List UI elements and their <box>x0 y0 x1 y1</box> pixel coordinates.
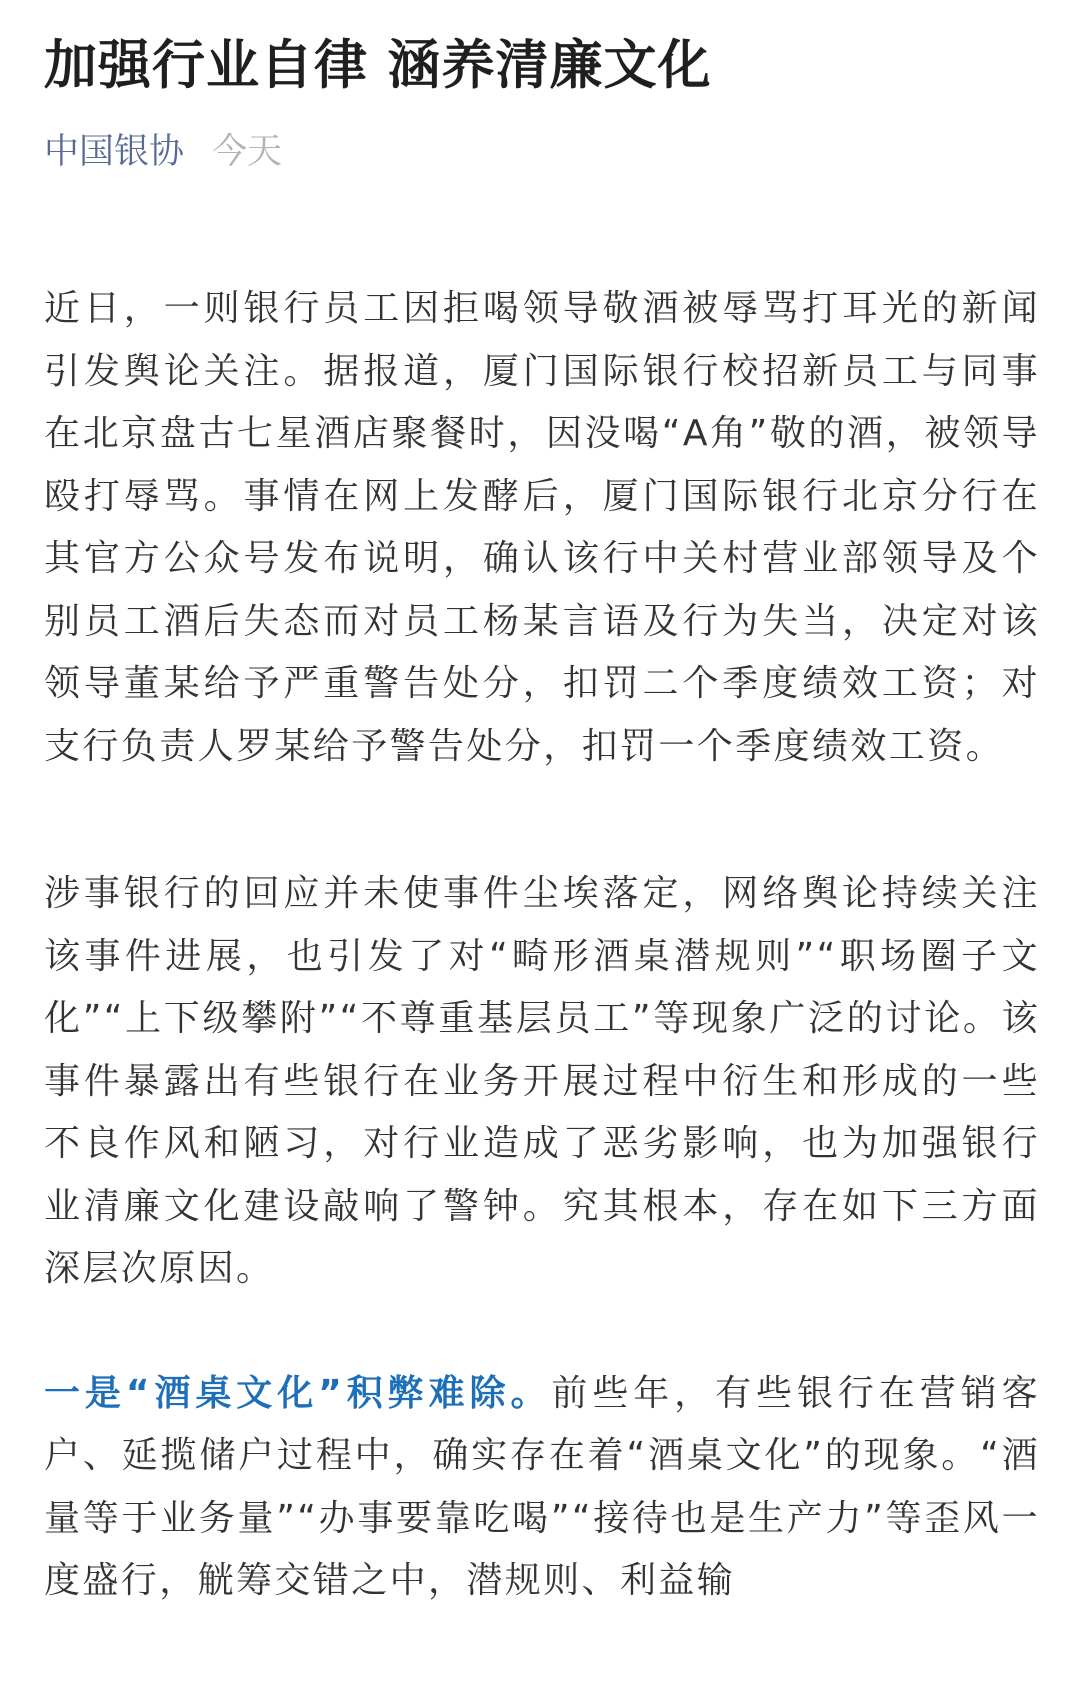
publish-date: 今天 <box>212 132 283 172</box>
paragraph-3-text: 前些年，有些银行在营销客户、延揽储户过程中，确实存在着“酒桌文化”的现象。“酒量等于业务量”“办事要靠吃喝”“接待也是生产力”等歪风一度盛行，觥筹交错之中，潜规则、利益输 <box>44 1372 1040 1601</box>
section-heading-highlight: 一是“酒桌文化”积弊难除。 <box>44 1372 552 1414</box>
paragraph-3 <box>44 1363 1040 1613</box>
paragraph-1: 近日，一则银行员工因拒喝领导敬酒被辱骂打耳光的新闻引发舆论关注。据报道，厦门国际银行校招新员工与同事在北京盘古七星酒店聚餐时，因没喝“A角”敬的酒，被领导殴打辱骂。事情在网上发酵后，厦门国际银行北京分行在其官方公众号发布说明，确认该行中关村营业部领导及个别员工酒后失态而对员工杨某言语及行为失当，决定对该领导董某给予严重警告处分，扣罚二个季度绩效工资；对支行负责人罗某给予警告处分，扣罚一个季度绩效工资。 <box>44 288 1040 767</box>
article-title: 加强行业自律 涵养清廉文化 <box>44 35 712 96</box>
article <box>44 0 1040 1613</box>
paragraph-2: 涉事银行的回应并未使事件尘埃落定，网络舆论持续关注该事件进展，也引发了对“畸形酒桌潜规则”“职场圈子文化”“上下级攀附”“不尊重基层员工”等现象广泛的讨论。该事件暴露出有些银行在业务开展过程中衍生和形成的一些不良作风和陋习，对行业造成了恶劣影响，也为加强银行业清廉文化建设敲响了警钟。究其根本，存在如下三方面深层次原因。 <box>44 873 1040 1289</box>
account-name-link[interactable]: 中国银协 <box>44 132 185 172</box>
article-meta <box>44 128 1040 176</box>
